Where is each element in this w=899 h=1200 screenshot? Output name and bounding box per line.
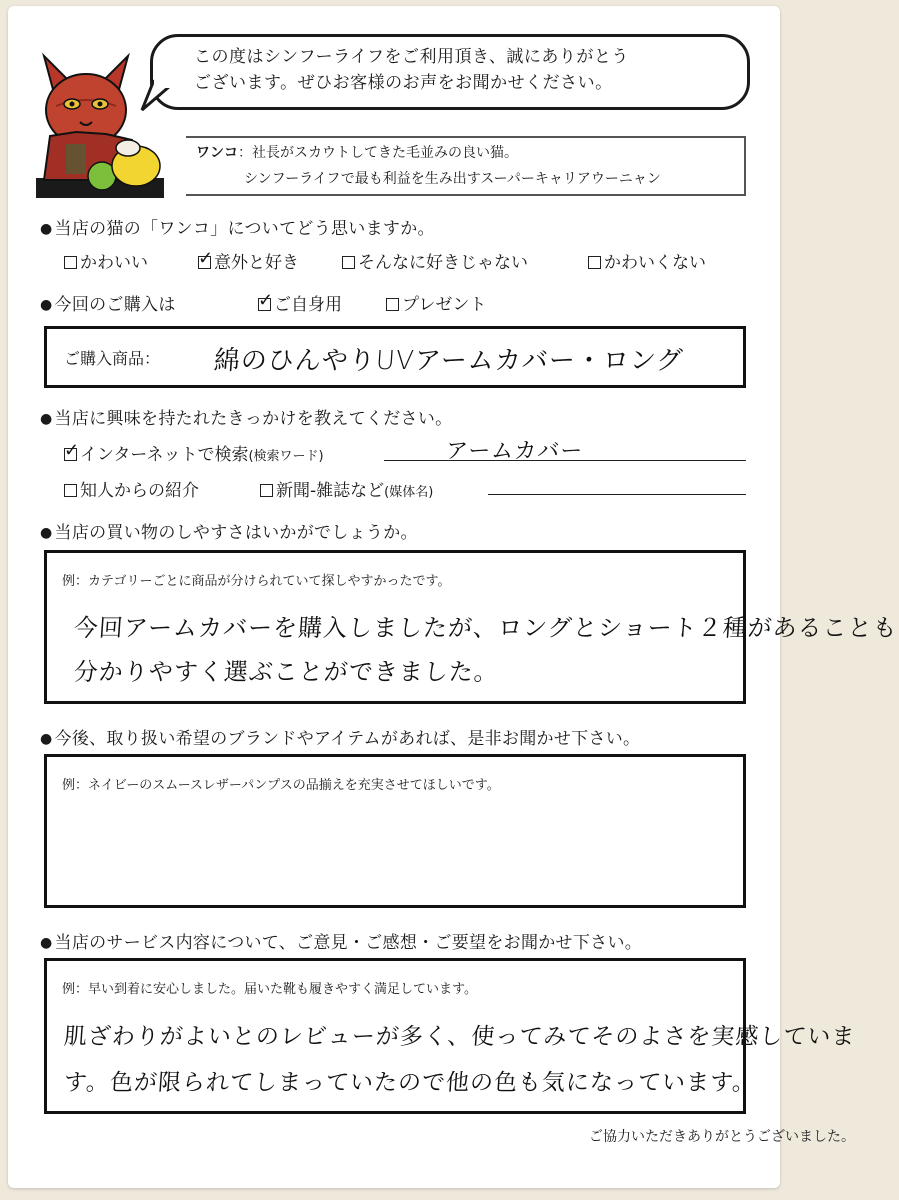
option-newspaper-magazine-label: 新聞-雑誌など [276, 481, 385, 501]
wanko-description-line-2: シンフーライフで最も利益を生み出すスーパーキャリアウーニャン [244, 171, 661, 187]
greeting-line-1: この度はシンフーライフをご利用頂き、誠にありがとう [194, 47, 629, 67]
question-ease-of-shopping: ● 当店の買い物のしやすさはいかがでしょうか。 [40, 518, 418, 543]
option-internet-search-label: インターネットで検索 [80, 445, 249, 465]
purchased-product-value: 綿のひんやりUVアームカバー・ロング [212, 346, 685, 376]
question-wanko-opinion: ● 当店の猫の「ワンコ」についてどう思いますか。 [40, 214, 435, 239]
question-interest-trigger: ● 当店に興味を持たれたきっかけを教えてください。 [40, 404, 452, 429]
option-sonnani-suki-janai[interactable] [342, 248, 528, 273]
footer-thanks: ご協力いただきありがとうございました。 [589, 1129, 855, 1145]
wanko-name: ワンコ [196, 145, 238, 161]
wanko-description-text: ：社長がスカウトしてきた毛並みの良い猫。 [238, 145, 518, 161]
question-purchase-purpose: ● 今回のご購入は [40, 290, 176, 315]
greeting-line-2: ございます。ぜひお客様のお声をお聞かせください。 [194, 73, 613, 93]
question-service-feedback: ● 当店のサービス内容について、ご意見・ご感想・ご要望をお聞かせ下さい。 [40, 928, 642, 953]
checkbox-sonnani-suki-janai[interactable] [342, 256, 355, 269]
option-gojishinyou-label: ご自身用 [274, 295, 342, 315]
check-mark-icon: ✓ [198, 248, 214, 269]
option-friend-intro-label: 知人からの紹介 [80, 481, 199, 501]
option-kawaikunai[interactable] [588, 248, 706, 273]
option-igai-to-suki-label: 意外と好き [214, 253, 299, 273]
media-name-underline[interactable] [488, 494, 746, 495]
wanko-cat-illustration [36, 48, 164, 198]
ease-of-shopping-example: 例：カテゴリーごとに商品が分けられていて探しやすかったです。 [62, 574, 451, 589]
option-kawaii-label: かわいい [80, 253, 148, 273]
option-present-label: プレゼント [402, 295, 487, 315]
search-word-sublabel: (検索ワード) [248, 449, 324, 464]
ease-of-shopping-answer-line-2: 分かりやすく選ぶことができました。 [72, 658, 500, 686]
option-igai-to-suki[interactable] [198, 248, 299, 273]
media-name-sublabel: (媒体名) [384, 485, 434, 500]
option-present[interactable] [386, 290, 486, 315]
option-newspaper-magazine[interactable] [260, 476, 433, 501]
greeting-text [194, 44, 744, 96]
speech-bubble-tail [140, 80, 174, 114]
check-mark-icon: ✓ [64, 440, 80, 461]
question-brand-request: ● 今後、取り扱い希望のブランドやアイテムがあれば、是非お聞かせ下さい。 [40, 724, 640, 749]
checkbox-friend-intro[interactable] [64, 484, 77, 497]
option-gojishinyou[interactable] [258, 290, 342, 315]
option-friend-intro[interactable] [64, 476, 199, 501]
checkbox-newspaper-magazine[interactable] [260, 484, 273, 497]
option-internet-search[interactable] [64, 440, 324, 465]
purchased-product-label: ご購入商品： [64, 349, 161, 368]
checkbox-igai-to-suki[interactable] [198, 248, 214, 269]
option-kawaikunai-label: かわいくない [604, 253, 706, 273]
checkbox-present[interactable] [386, 298, 399, 311]
service-feedback-example: 例：早い到着に安心しました。届いた靴も履きやすく満足しています。 [62, 982, 477, 997]
checkbox-gojishinyou[interactable] [258, 290, 274, 311]
ease-of-shopping-answer-line-1: 今回アームカバーを購入しましたが、ロングとショート２種があることも [72, 614, 899, 642]
checkbox-kawaikunai[interactable] [588, 256, 601, 269]
checkbox-internet-search[interactable] [64, 440, 80, 461]
check-mark-icon: ✓ [258, 290, 274, 311]
option-kawaii[interactable] [64, 248, 148, 273]
service-feedback-answer-line-2: す。色が限られてしまっていたので他の色も気になっています。 [62, 1070, 758, 1096]
brand-request-example: 例：ネイビーのスムースレザーパンプスの品揃えを充実させてほしいです。 [62, 778, 500, 793]
checkbox-kawaii[interactable] [64, 256, 77, 269]
search-word-value[interactable]: アームカバー [444, 439, 585, 464]
service-feedback-answer-line-1: 肌ざわりがよいとのレビューが多く、使ってみてそのよさを実感していま [62, 1024, 857, 1050]
option-sonnani-suki-janai-label: そんなに好きじゃない [358, 253, 528, 273]
wanko-description-line-1 [196, 142, 518, 162]
